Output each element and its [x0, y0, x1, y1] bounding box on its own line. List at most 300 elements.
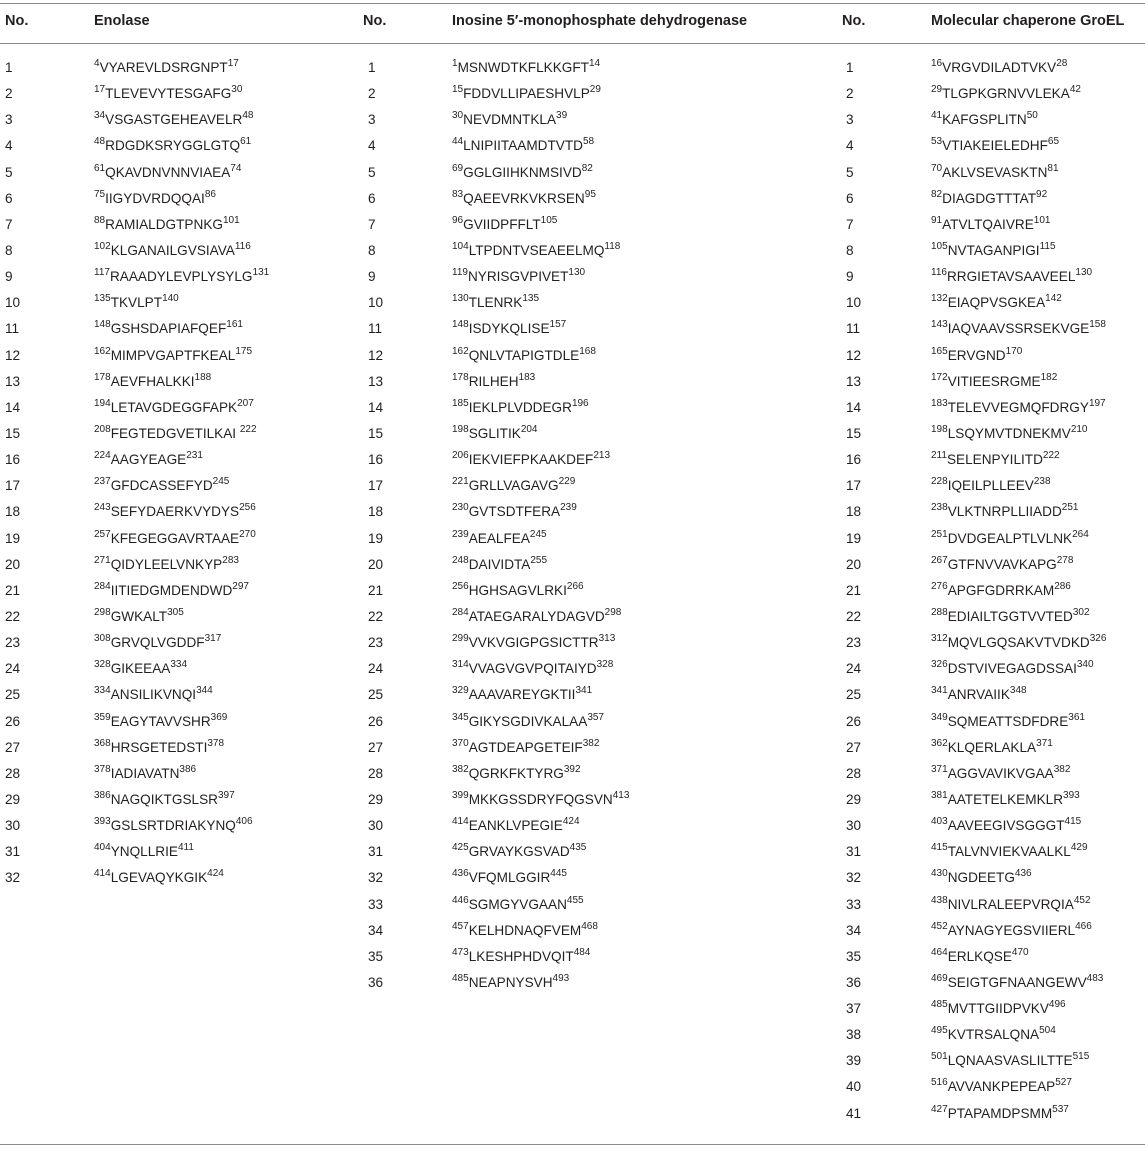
- row-number: 33: [368, 896, 384, 912]
- sequence-text: MSNWDTKFLKKGFT: [457, 60, 589, 75]
- row-number: 24: [5, 661, 21, 677]
- end-position: 175: [235, 345, 253, 357]
- end-position: 222: [1042, 450, 1060, 462]
- sequence-text: KFEGEGGAVRTAAE: [110, 530, 240, 546]
- start-position: 452: [931, 920, 948, 932]
- row-number: 30: [846, 818, 862, 834]
- end-position: 142: [1045, 293, 1062, 305]
- sequence-text: MKKGSSDRYFQGSVN: [468, 791, 613, 807]
- sequence-text: ERLKQSE: [947, 948, 1012, 964]
- sequence-text: AEVFHALKKI: [110, 373, 195, 389]
- sequence-text: VYAREVLDSRGNPT: [99, 60, 228, 75]
- start-position: 61: [94, 162, 106, 174]
- sequence-text: TLENRK: [468, 295, 523, 311]
- peptide-sequence: [931, 865, 1106, 891]
- start-position: 198: [931, 423, 948, 435]
- sequence-text: GVTSDTFERA: [468, 504, 561, 520]
- start-position: 96: [452, 214, 464, 226]
- row-number: 36: [368, 974, 384, 990]
- sequence-text: IITIEDGMDENDWD: [110, 582, 233, 598]
- row-number: 6: [846, 190, 854, 206]
- sequence-text: TLGPKGRNVVLEKA: [942, 86, 1070, 102]
- end-position: 256: [239, 502, 256, 514]
- row-number: 15: [5, 425, 21, 441]
- start-position: 469: [931, 972, 948, 984]
- row-number: 41: [846, 1105, 862, 1121]
- start-position: 75: [94, 188, 106, 200]
- end-position: 397: [217, 789, 235, 801]
- peptide-sequence: [94, 473, 269, 499]
- end-position: 182: [1040, 371, 1058, 383]
- sequence-text: NVTAGANPIGI: [947, 242, 1040, 258]
- start-position: 228: [931, 476, 948, 488]
- peptide-sequence: [452, 316, 629, 342]
- sequence-text: YNQLLRIE: [110, 844, 178, 860]
- row-number: 9: [368, 269, 376, 285]
- start-position: 299: [452, 633, 469, 645]
- peptide-sequence: [94, 369, 269, 395]
- impdh-no-column: [368, 55, 383, 996]
- peptide-sequence: [94, 81, 269, 107]
- end-position: 130: [568, 267, 586, 279]
- peptide-sequence: [452, 735, 629, 761]
- sequence-text: PTAPAMDPSMM: [947, 1105, 1053, 1121]
- row-number: 8: [5, 242, 13, 258]
- peptide-sequence: [452, 526, 629, 552]
- start-position: 198: [452, 423, 469, 435]
- sequence-text: VLKTNRPLLIIADD: [947, 504, 1062, 520]
- start-position: 88: [94, 214, 106, 226]
- end-position: 61: [240, 136, 252, 148]
- end-position: 213: [593, 450, 611, 462]
- peptide-sequence: [452, 839, 629, 865]
- sequence-text: DAIVIDTA: [468, 556, 531, 572]
- peptide-sequence: [931, 447, 1106, 473]
- peptide-sequence: [931, 656, 1106, 682]
- start-position: 119: [452, 267, 468, 279]
- start-position: 178: [452, 371, 469, 383]
- row-number: 2: [5, 86, 13, 102]
- start-position: 162: [94, 345, 111, 357]
- end-position: 357: [587, 711, 604, 723]
- sequence-text: GRVQLVGDDF: [110, 635, 205, 651]
- start-position: 256: [452, 580, 469, 592]
- peptide-sequence: [931, 682, 1106, 708]
- sequence-text: HRSGETEDSTI: [110, 739, 208, 755]
- sequence-text: QKAVDNVNNVIAEA: [105, 164, 231, 180]
- peptide-sequence: [931, 1101, 1106, 1127]
- row-number: 14: [846, 399, 862, 415]
- peptide-sequence: [931, 316, 1106, 342]
- row-number: 26: [368, 713, 384, 729]
- start-position: 206: [452, 450, 469, 462]
- end-position: 305: [167, 606, 184, 618]
- end-position: 92: [1036, 188, 1048, 200]
- sequence-text: ANSILIKVNQI: [110, 687, 197, 703]
- start-position: 308: [94, 633, 111, 645]
- sequence-text: RAMIALDGTPNKG: [105, 216, 223, 232]
- start-position: 17: [94, 84, 106, 96]
- end-position: 101: [1033, 214, 1051, 226]
- peptide-sequence: [931, 1074, 1106, 1100]
- peptide-sequence: [94, 447, 269, 473]
- row-number: 4: [5, 138, 13, 154]
- start-position: 399: [452, 789, 469, 801]
- peptide-sequence: [452, 944, 629, 970]
- start-position: 464: [931, 946, 948, 958]
- peptide-sequence: [94, 343, 269, 369]
- row-number: 23: [368, 635, 384, 651]
- sequence-text: NEVDMNTKLA: [463, 112, 557, 128]
- row-number: 29: [368, 791, 384, 807]
- sequence-text: EIAQPVSGKEA: [947, 295, 1046, 311]
- peptide-sequence: [931, 552, 1106, 578]
- row-number: 13: [368, 373, 384, 389]
- end-position: 204: [520, 423, 538, 435]
- start-position: 16: [931, 58, 943, 69]
- sequence-text: IQEILPLLEEV: [947, 478, 1034, 494]
- row-number: 15: [368, 425, 384, 441]
- row-number: 19: [5, 530, 21, 546]
- end-position: 161: [226, 319, 243, 331]
- end-position: 515: [1072, 1051, 1090, 1063]
- sequence-text: GRVAYKGSVAD: [468, 844, 570, 860]
- start-position: 243: [94, 502, 111, 514]
- peptide-sequence: [94, 839, 269, 865]
- start-position: 211: [931, 450, 947, 462]
- sequence-text: MQVLGQSAKVTVDKD: [947, 635, 1090, 651]
- sequence-text: IEKVIEFPKAAKDEF: [468, 452, 594, 468]
- peptide-sequence: [931, 787, 1106, 813]
- start-position: 414: [452, 816, 469, 828]
- row-number: 15: [846, 425, 862, 441]
- sequence-text: GGLGIIHKNMSIVD: [463, 164, 582, 180]
- sequence-text: KELHDNAQFVEM: [468, 922, 582, 938]
- row-number: 10: [5, 295, 21, 311]
- end-position: 340: [1076, 659, 1094, 671]
- start-position: 230: [452, 502, 469, 514]
- sequence-text: RDGDKSRYGGLGTQ: [105, 138, 241, 154]
- peptide-sequence: [931, 421, 1106, 447]
- row-number: 12: [368, 347, 384, 363]
- row-number: 1: [5, 60, 13, 75]
- sequence-text: RAAADYLEVPLYSYLG: [109, 269, 253, 285]
- sequence-text: LSQYMVTDNEKMV: [947, 425, 1071, 441]
- row-number: 18: [5, 504, 21, 520]
- row-number: 21: [368, 582, 384, 598]
- peptide-sequence: [931, 81, 1106, 107]
- row-number: 25: [5, 687, 21, 703]
- row-number: 35: [846, 948, 862, 964]
- row-number: 1: [368, 60, 376, 75]
- end-position: 334: [170, 659, 188, 671]
- sequence-text: QAEEVRKVKRSEN: [463, 190, 585, 206]
- start-position: 69: [452, 162, 464, 174]
- start-position: 251: [931, 528, 948, 540]
- start-position: 30: [452, 110, 464, 122]
- start-position: 404: [94, 842, 111, 854]
- start-position: 224: [94, 450, 111, 462]
- peptide-sequence: [931, 839, 1106, 865]
- sequence-text: AEALFEA: [468, 530, 530, 546]
- end-position: 264: [1072, 528, 1089, 540]
- row-number: 28: [5, 765, 21, 781]
- sequence-text: LETAVGDEGGFAPK: [110, 399, 238, 415]
- start-position: 284: [452, 606, 469, 618]
- row-number: 10: [368, 295, 384, 311]
- row-number: 16: [5, 452, 21, 468]
- peptide-sequence: [931, 186, 1106, 212]
- peptide-sequence: [452, 578, 629, 604]
- start-position: 15: [452, 84, 464, 96]
- row-number: 14: [368, 399, 384, 415]
- sequence-text: QIDYLEELVNKYP: [110, 556, 223, 572]
- peptide-sequence: [452, 107, 629, 133]
- end-position: 131: [252, 267, 270, 279]
- peptide-sequence: [931, 499, 1106, 525]
- row-number: 22: [368, 608, 384, 624]
- sequence-text: SEFYDAERKVYDYS: [110, 504, 240, 520]
- peptide-sequence: [931, 1022, 1106, 1048]
- end-position: 188: [194, 371, 212, 383]
- end-position: 105: [540, 214, 558, 226]
- sequence-text: VVKVGIGPGSICTTR: [468, 635, 599, 651]
- start-position: 370: [452, 737, 469, 749]
- row-number: 21: [5, 582, 21, 598]
- end-position: 466: [1075, 920, 1092, 932]
- peptide-sequence: [452, 343, 629, 369]
- row-number: 32: [5, 870, 21, 886]
- sequence-text: AGTDEAPGETEIF: [468, 739, 583, 755]
- start-position: 105: [931, 240, 948, 252]
- end-position: 435: [569, 842, 587, 854]
- row-number: 11: [5, 321, 20, 337]
- start-position: 116: [931, 267, 947, 279]
- header-no-impdh: No.: [363, 13, 387, 29]
- peptide-sequence: [931, 212, 1106, 238]
- end-position: 317: [204, 633, 222, 645]
- end-position: 278: [1056, 554, 1074, 566]
- row-number: 39: [846, 1053, 862, 1069]
- start-position: 516: [931, 1077, 948, 1089]
- peptide-sequence: [452, 656, 629, 682]
- sequence-text: NYRISGVPIVET: [467, 269, 569, 285]
- peptide-sequence: [452, 238, 629, 264]
- start-position: 430: [931, 868, 948, 880]
- row-number: 2: [846, 86, 854, 102]
- start-position: 328: [94, 659, 111, 671]
- row-number: 9: [5, 269, 13, 285]
- start-position: 257: [94, 528, 111, 540]
- header-no-enolase: No.: [5, 13, 29, 29]
- start-position: 130: [452, 293, 469, 305]
- peptide-sequence: [94, 55, 269, 81]
- enolase-peptide-column: [94, 55, 269, 892]
- row-number: 12: [5, 347, 21, 363]
- end-position: 429: [1070, 842, 1088, 854]
- end-position: 468: [581, 920, 598, 932]
- end-position: 436: [1014, 868, 1032, 880]
- row-number: 18: [846, 504, 862, 520]
- row-number: 30: [5, 818, 21, 834]
- start-position: 276: [931, 580, 948, 592]
- end-position: 183: [518, 371, 536, 383]
- start-position: 334: [94, 685, 111, 697]
- peptide-sequence: [931, 473, 1106, 499]
- sequence-text: AAVEEGIVSGGGT: [947, 818, 1065, 834]
- table-header-rule: [0, 43, 1145, 44]
- start-position: 326: [931, 659, 948, 671]
- end-position: 118: [604, 240, 621, 252]
- start-position: 104: [452, 240, 469, 252]
- end-position: 537: [1052, 1103, 1069, 1115]
- start-position: 148: [94, 319, 111, 331]
- start-position: 117: [94, 267, 110, 279]
- sequence-text: AYNAGYEGSVIIERL: [947, 922, 1076, 938]
- sequence-text: LTPDNTVSEAEELMQ: [468, 242, 605, 258]
- end-position: 251: [1061, 502, 1079, 514]
- start-position: 362: [931, 737, 948, 749]
- peptide-sequence: [931, 761, 1106, 787]
- peptide-sequence: [452, 212, 629, 238]
- peptide-sequence: [452, 630, 629, 656]
- peptide-sequence: [452, 81, 629, 107]
- end-position: 81: [1047, 162, 1059, 174]
- row-number: 31: [368, 844, 384, 860]
- row-number: 29: [846, 791, 862, 807]
- row-number: 28: [846, 765, 862, 781]
- table-top-rule: [0, 3, 1145, 4]
- sequence-text: APGFGDRRKAM: [947, 582, 1055, 598]
- row-number: 24: [368, 661, 384, 677]
- sequence-text: RRGIETAVSAAVEEL: [946, 269, 1076, 285]
- peptide-sequence: [452, 682, 629, 708]
- start-position: 53: [931, 136, 943, 148]
- sequence-text: EAGYTAVVSHR: [110, 713, 211, 729]
- row-number: 35: [368, 948, 384, 964]
- peptide-sequence: [452, 264, 629, 290]
- sequence-text: NAGQIKTGSLSR: [110, 791, 218, 807]
- end-position: 411: [177, 842, 194, 854]
- end-position: 95: [584, 188, 596, 200]
- start-position: 91: [931, 214, 943, 226]
- peptide-sequence: [931, 630, 1106, 656]
- start-position: 148: [452, 319, 469, 331]
- end-position: 140: [162, 293, 179, 305]
- peptide-sequence: [452, 447, 629, 473]
- start-position: 178: [94, 371, 111, 383]
- start-position: 1: [452, 58, 458, 69]
- end-position: 116: [234, 240, 251, 252]
- start-position: 267: [931, 554, 948, 566]
- start-position: 44: [452, 136, 464, 148]
- row-number: 19: [846, 530, 862, 546]
- row-number: 26: [846, 713, 862, 729]
- start-position: 415: [931, 842, 948, 854]
- end-position: 470: [1011, 946, 1029, 958]
- start-position: 221: [452, 476, 469, 488]
- row-number: 19: [368, 530, 384, 546]
- sequence-text: LQNAASVASLILTTE: [947, 1053, 1073, 1069]
- peptide-sequence: [931, 238, 1106, 264]
- row-number: 5: [5, 164, 13, 180]
- end-position: 382: [582, 737, 600, 749]
- start-position: 48: [94, 136, 106, 148]
- end-position: 424: [562, 816, 580, 828]
- end-position: 270: [239, 528, 256, 540]
- end-position: 157: [549, 319, 567, 331]
- start-position: 135: [94, 293, 111, 305]
- end-position: 42: [1069, 84, 1081, 96]
- peptide-sequence: [94, 578, 269, 604]
- row-number: 20: [368, 556, 384, 572]
- sequence-text: ATAEGARALYDAGVD: [468, 608, 605, 624]
- sequence-text: KLGANAILGVSIAVA: [110, 242, 235, 258]
- end-position: 222: [239, 423, 257, 435]
- peptide-sequence: [452, 787, 629, 813]
- end-position: 266: [566, 580, 584, 592]
- start-position: 172: [931, 371, 948, 383]
- peptide-sequence: [452, 369, 629, 395]
- row-number: 17: [368, 478, 384, 494]
- sequence-text: GSLSRTDRIAKYNQ: [110, 818, 236, 834]
- start-position: 185: [452, 397, 469, 409]
- end-position: 130: [1075, 267, 1093, 279]
- start-position: 495: [931, 1025, 948, 1037]
- end-position: 86: [204, 188, 216, 200]
- row-number: 4: [368, 138, 376, 154]
- end-position: 196: [571, 397, 589, 409]
- peptide-sequence: [931, 343, 1106, 369]
- row-number: 26: [5, 713, 21, 729]
- peptide-sequence: [452, 709, 629, 735]
- peptide-sequence: [931, 526, 1106, 552]
- start-position: 271: [94, 554, 111, 566]
- sequence-text: EANKLVPEGIE: [468, 818, 563, 834]
- peptide-sequence: [452, 160, 629, 186]
- peptide-sequence: [94, 813, 269, 839]
- sequence-text: EDIAILTGGTVVTED: [947, 608, 1073, 624]
- peptide-sequence: [931, 290, 1106, 316]
- sequence-text: SEIGTGFNAANGEWV: [947, 974, 1087, 990]
- peptide-sequence: [94, 316, 269, 342]
- start-position: 248: [452, 554, 469, 566]
- row-number: 18: [368, 504, 384, 520]
- peptide-sequence: [94, 656, 269, 682]
- peptide-sequence: [931, 55, 1106, 81]
- start-position: 438: [931, 894, 948, 906]
- start-position: 403: [931, 816, 948, 828]
- start-position: 329: [452, 685, 469, 697]
- row-number: 6: [5, 190, 13, 206]
- peptide-sequence: [94, 604, 269, 630]
- sequence-text: VTIAKEIELEDHF: [942, 138, 1048, 154]
- end-position: 452: [1073, 894, 1091, 906]
- row-number: 3: [5, 112, 13, 128]
- start-position: 345: [452, 711, 469, 723]
- peptide-sequence: [452, 186, 629, 212]
- sequence-text: SELENPYILITD: [946, 452, 1043, 468]
- row-number: 7: [368, 216, 376, 232]
- end-position: 344: [196, 685, 213, 697]
- header-groel: Molecular chaperone GroEL: [931, 13, 1125, 29]
- start-position: 238: [931, 502, 948, 514]
- start-position: 194: [94, 397, 111, 409]
- sequence-text: FDDVLLIPAESHVLP: [463, 86, 590, 102]
- peptide-sequence: [94, 212, 269, 238]
- end-position: 378: [207, 737, 225, 749]
- row-number: 37: [846, 1001, 862, 1017]
